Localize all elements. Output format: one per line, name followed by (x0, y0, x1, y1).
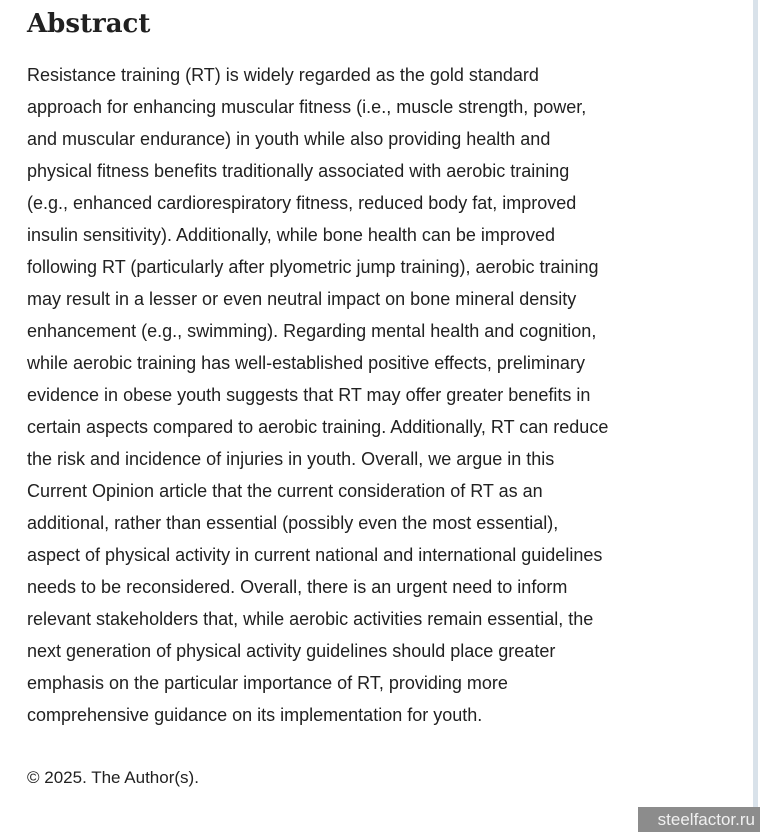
watermark-steelfactor: steelfactor.ru (638, 807, 760, 832)
abstract-text-line: while aerobic training has well-established positive effects, preliminary (27, 353, 585, 373)
abstract-text-line: and muscular endurance) in youth while also providing health and (27, 129, 551, 149)
abstract-text-line: (e.g., enhanced cardiorespiratory fitness, reduced body fat, improved (27, 193, 577, 213)
abstract-text-line: comprehensive guidance on its implementation for youth. (27, 705, 483, 725)
abstract-text-line: needs to be reconsidered. Overall, there is an urgent need to inform (27, 577, 568, 597)
abstract-text-line: aspect of physical activity in current national and international guidelines (27, 545, 603, 565)
abstract-text-line: emphasis on the particular importance of RT, providing more (27, 673, 508, 693)
abstract-text-line: next generation of physical activity guidelines should place greater (27, 641, 556, 661)
abstract-heading: Abstract (27, 9, 151, 39)
abstract-text-line: following RT (particularly after plyometric jump training), aerobic training (27, 257, 599, 277)
scrollbar-track[interactable] (753, 0, 758, 832)
abstract-text-line: additional, rather than essential (possibly even the most essential), (27, 513, 559, 533)
abstract-text (27, 59, 733, 731)
abstract-text-line: the risk and incidence of injuries in youth. Overall, we argue in this (27, 449, 555, 469)
abstract-text-line: certain aspects compared to aerobic training. Additionally, RT can reduce (27, 417, 609, 437)
abstract-text-line: relevant stakeholders that, while aerobic activities remain essential, the (27, 609, 594, 629)
abstract-text-line: evidence in obese youth suggests that RT may offer greater benefits in (27, 385, 591, 405)
abstract-text-line: Resistance training (RT) is widely regarded as the gold standard (27, 65, 539, 85)
abstract-text-line: physical fitness benefits traditionally associated with aerobic training (27, 161, 570, 181)
abstract-text-line: may result in a lesser or even neutral impact on bone mineral density (27, 289, 577, 309)
copyright-notice: © 2025. The Author(s). (27, 768, 199, 787)
abstract-text-line: enhancement (e.g., swimming). Regarding mental health and cognition, (27, 321, 597, 341)
abstract-text-line: insulin sensitivity). Additionally, while bone health can be improved (27, 225, 555, 245)
abstract-content (27, 0, 733, 789)
abstract-text-line: Current Opinion article that the current consideration of RT as an (27, 481, 543, 501)
abstract-text-line: approach for enhancing muscular fitness (i.e., muscle strength, power, (27, 97, 587, 117)
